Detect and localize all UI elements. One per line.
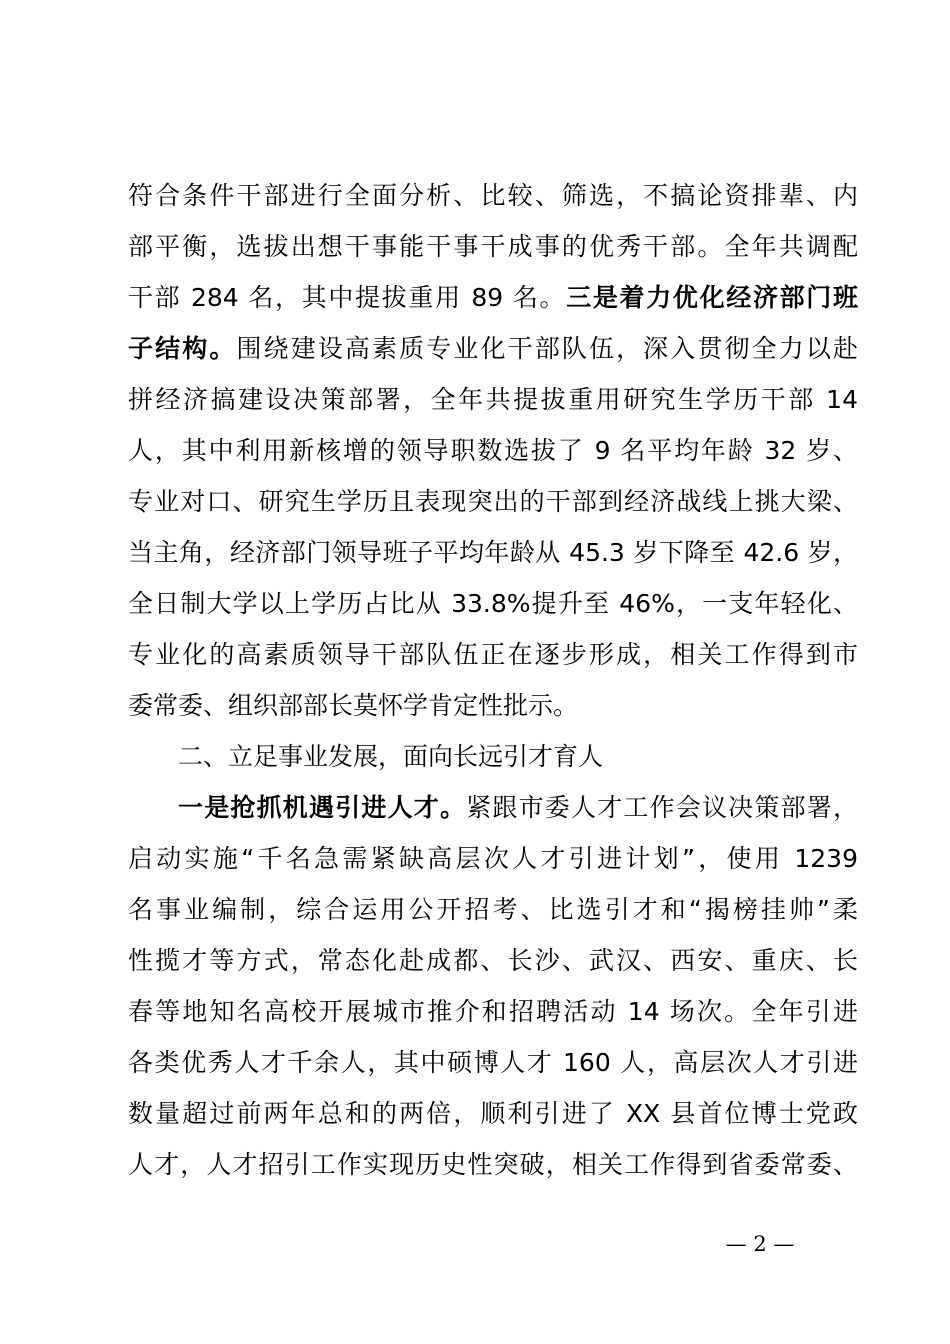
section-heading: 二、立足事业发展，面向长远引才育人 xyxy=(178,742,604,771)
text-line: 性揽才等方式，常态化赴成都、长沙、武汉、西安、重庆、长 xyxy=(128,946,858,975)
text-line: 名事业编制，综合运用公开招考、比选引才和“揭榜挂帅”柔 xyxy=(128,895,858,924)
bold-lead-sentence: 三是着力优化经济部门班 xyxy=(566,283,858,312)
document-body xyxy=(128,170,858,1190)
text-line: 各类优秀人才千余人，其中硕博人才 160 人，高层次人才引进 xyxy=(128,1048,858,1077)
text-line xyxy=(128,272,858,323)
text-run: 干部 284 名，其中提拔重用 89 名。 xyxy=(128,283,567,312)
text-line: 数量超过前两年总和的两倍，顺利引进了 XX 县首位博士党政 xyxy=(128,1099,858,1128)
text-line: 符合条件干部进行全面分析、比较、筛选，不搞论资排辈、内 xyxy=(128,181,858,210)
text-line: 部平衡，选拔出想干事能干事干成事的优秀干部。全年共调配 xyxy=(128,232,858,261)
text-run: 紧跟市委人才工作会议决策部署， xyxy=(466,793,858,822)
bold-lead-sentence: 子结构。 xyxy=(128,334,237,363)
text-run: 围绕建设高素质专业化干部队伍，深入贯彻全力以赴 xyxy=(236,334,858,363)
text-line: 人才，人才招引工作实现历史性突破，相关工作得到省委常委、 xyxy=(128,1150,858,1179)
text-line xyxy=(128,323,858,374)
text-line: 拼经济搞建设决策部署，全年共提拔重用研究生学历干部 14 xyxy=(128,385,858,414)
text-line: 委常委、组织部部长莫怀学肯定性批示。 xyxy=(128,691,579,720)
text-line: 春等地知名高校开展城市推介和招聘活动 14 场次。全年引进 xyxy=(128,997,858,1026)
text-line: 当主角，经济部门领导班子平均年龄从 45.3 岁下降至 42.6 岁， xyxy=(128,538,858,567)
text-line: 人，其中利用新核增的领导职数选拔了 9 名平均年龄 32 岁、 xyxy=(128,436,858,465)
text-line: 专业化的高素质领导干部队伍正在逐步形成，相关工作得到市 xyxy=(128,640,858,669)
text-line: 启动实施“千名急需紧缺高层次人才引进计划”，使用 1239 xyxy=(128,844,858,873)
text-line: 全日制大学以上学历占比从 33.8%提升至 46%，一支年轻化、 xyxy=(128,589,858,618)
text-line: 专业对口、研究生学历且表现突出的干部到经济战线上挑大梁、 xyxy=(128,487,858,516)
bold-lead-sentence: 一是抢抓机遇引进人才。 xyxy=(178,793,467,822)
page-number: — 2 — xyxy=(725,1232,795,1256)
text-line xyxy=(128,782,858,833)
